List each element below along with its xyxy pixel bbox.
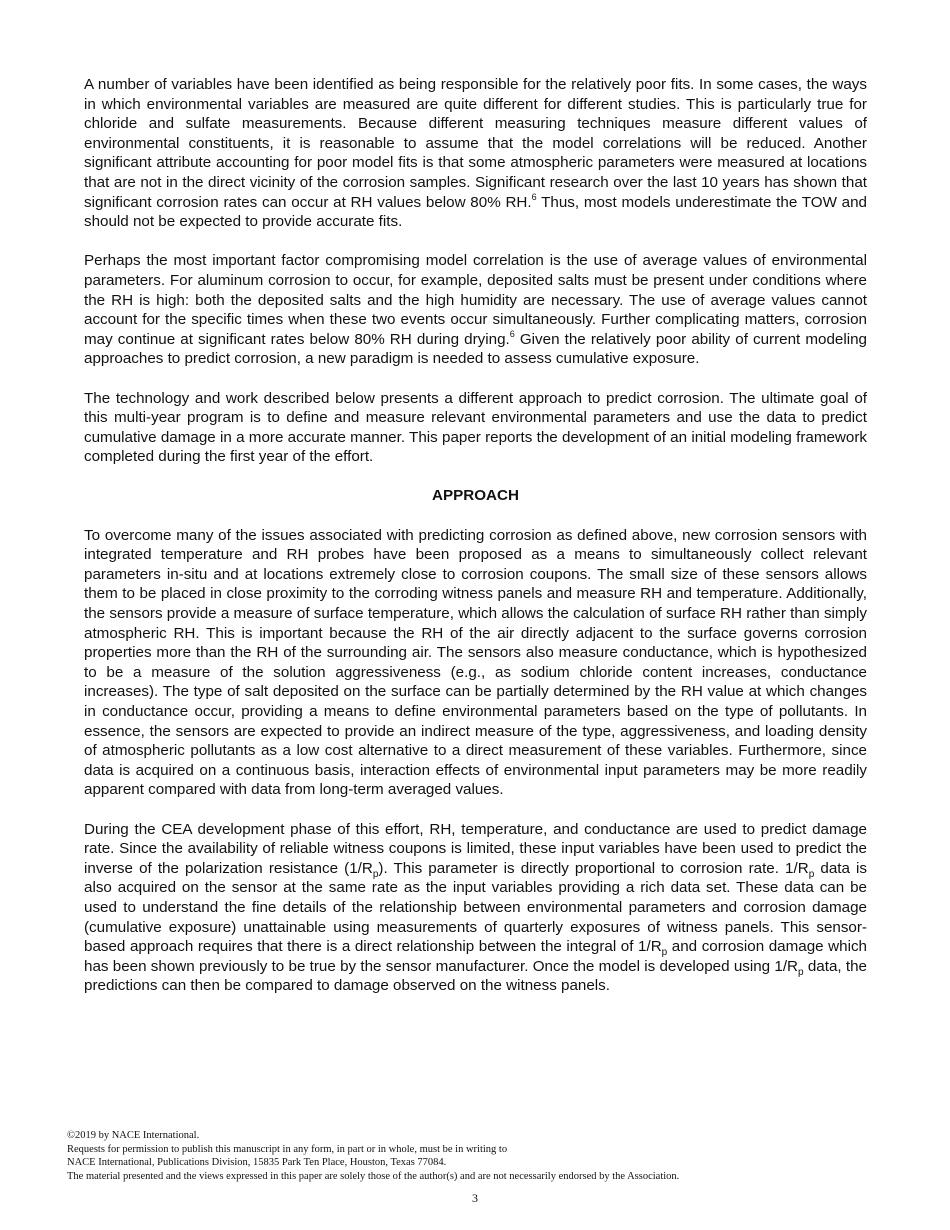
footer-address: NACE International, Publications Division, 15835 Park Ten Place, Houston, Texas 77084. bbox=[67, 1157, 447, 1169]
cea-text-4: and corrosion damage which has been shown previously to be true by the sensor manufacturer. Once the model is developed using 1/R bbox=[84, 938, 867, 975]
footer-permission: Requests for permission to publish this manuscript in any form, in part or in whole, must be in writing to bbox=[67, 1143, 508, 1155]
subscript-p: p bbox=[661, 947, 668, 959]
cea-text-5: data, the predictions can then be compared to damage observed on the witness panels. bbox=[84, 957, 867, 995]
cea-text-2: ). This parameter is directly proportional to corrosion rate. 1/R bbox=[378, 859, 809, 877]
subscript-p: p bbox=[798, 966, 804, 978]
section-heading-approach: APPROACH bbox=[432, 487, 519, 505]
reference-superscript: 6 bbox=[509, 328, 515, 339]
footer-copyright: ©2019 by NACE International. bbox=[67, 1130, 200, 1141]
paragraph-average-values-text: Perhaps the most important factor compromising model correlation is the use of average values of environmental parameters. For aluminum corrosion to occur, for example, deposited salts must be present under conditions where the RH is high: both the deposited salts and the high humidity are necessary. The use of average values cannot account for the specific times when these two events occur simultaneously. Further complicating matters, corrosion may continue at significant rates below 80% RH during drying. bbox=[84, 252, 867, 348]
copyright-footer bbox=[67, 1129, 887, 1183]
subscript-p: p bbox=[808, 868, 815, 880]
paragraph-variables-text-end: Thus, most models underestimate the TOW and should not be expected to provide accurate fits. bbox=[84, 193, 868, 231]
paragraph-technology: The technology and work described below presents a different approach to predict corrosion. The ultimate goal of this multi-year program is to define and measure relevant environmental parameters and use the data to predict cumulative damage in a more accurate manner. This paper reports the development of an initial modeling framework completed during the first year of the effort. bbox=[84, 389, 867, 466]
page-number: 3 bbox=[472, 1191, 478, 1205]
body-text bbox=[84, 75, 867, 1016]
paragraph-cea-development bbox=[84, 820, 867, 996]
cea-text-3: data is also acquired on the sensor at the same rate as the input variables providing a rich data set. These data can be used to understand the fine details of the relationship between environmental parameters and corrosion damage (cumulative exposure) unattainable using measurements of quarterly exposures of witness panels. This sensor-based approach requires that there is a direct relationship between the integral of 1/R bbox=[84, 859, 868, 956]
footer-disclaimer: The material presented and the views expressed in this paper are solely those of the author(s) and are not necessarily endorsed by the Association. bbox=[67, 1170, 680, 1182]
paragraph-average-values bbox=[84, 251, 867, 369]
reference-superscript: 6 bbox=[531, 191, 537, 202]
paragraph-variables bbox=[84, 75, 867, 232]
paragraph-variables-text: A number of variables have been identified as being responsible for the relatively poor fits. In some cases, the ways in which environmental variables are measured are quite different for different studies. This is particularly true for chloride and sulfate measurements. Because different measuring techniques measure different values of environmental constituents, it is reasonable to assume that the model correlations will be reduced. Another significant attribute accounting for poor model fits is that some atmospheric parameters were measured at locations that are not in the direct vicinity of the corrosion samples. Significant research over the last 10 years has shown that significant corrosion rates can occur at RH values below 80% RH. bbox=[84, 76, 867, 211]
paragraph-sensors: To overcome many of the issues associated with predicting corrosion as defined above, new corrosion sensors with integrated temperature and RH probes have been proposed as a means to simultaneously collect relevant parameters in-situ and at locations extremely close to corrosion coupons. The small size of these sensors allows them to be placed in close proximity to the corroding witness panels and measure RH and temperature. Additionally, the sensors provide a measure of surface temperature, which allows the calculation of surface RH rather than simply atmospheric RH. This is important because the RH of the air directly adjacent to the surface governs corrosion properties more than the RH of the surrounding air. The sensors also measure conductance, which is hypothesized to be a measure of the solution aggressiveness (e.g., as sodium chloride content increases, conductance increases). The type of salt deposited on the surface can be partially determined by the RH value at which changes in conductance occur, providing a means to define environmental parameters based on the type of pollutants. In essence, the sensors are expected to provide an indirect measure of the type, aggressiveness, and loading density of atmospheric pollutants as a low cost alternative to a direct measurement of these variables. Furthermore, since data is acquired on a continuous basis, interaction effects of environmental input parameters may be more readily apparent compared with data from long-term averaged values. bbox=[84, 526, 867, 799]
cea-text-1: During the CEA development phase of this effort, RH, temperature, and conductance are used to predict damage rate. Since the availability of reliable witness coupons is limited, these input variables have been used to predict the inverse of the polarization resistance (1/R bbox=[84, 820, 867, 877]
paragraph-average-values-text-end: Given the relatively poor ability of current modeling approaches to predict corrosion, a new paradigm is needed to assess cumulative exposure. bbox=[84, 330, 867, 368]
subscript-p: p bbox=[372, 868, 379, 880]
